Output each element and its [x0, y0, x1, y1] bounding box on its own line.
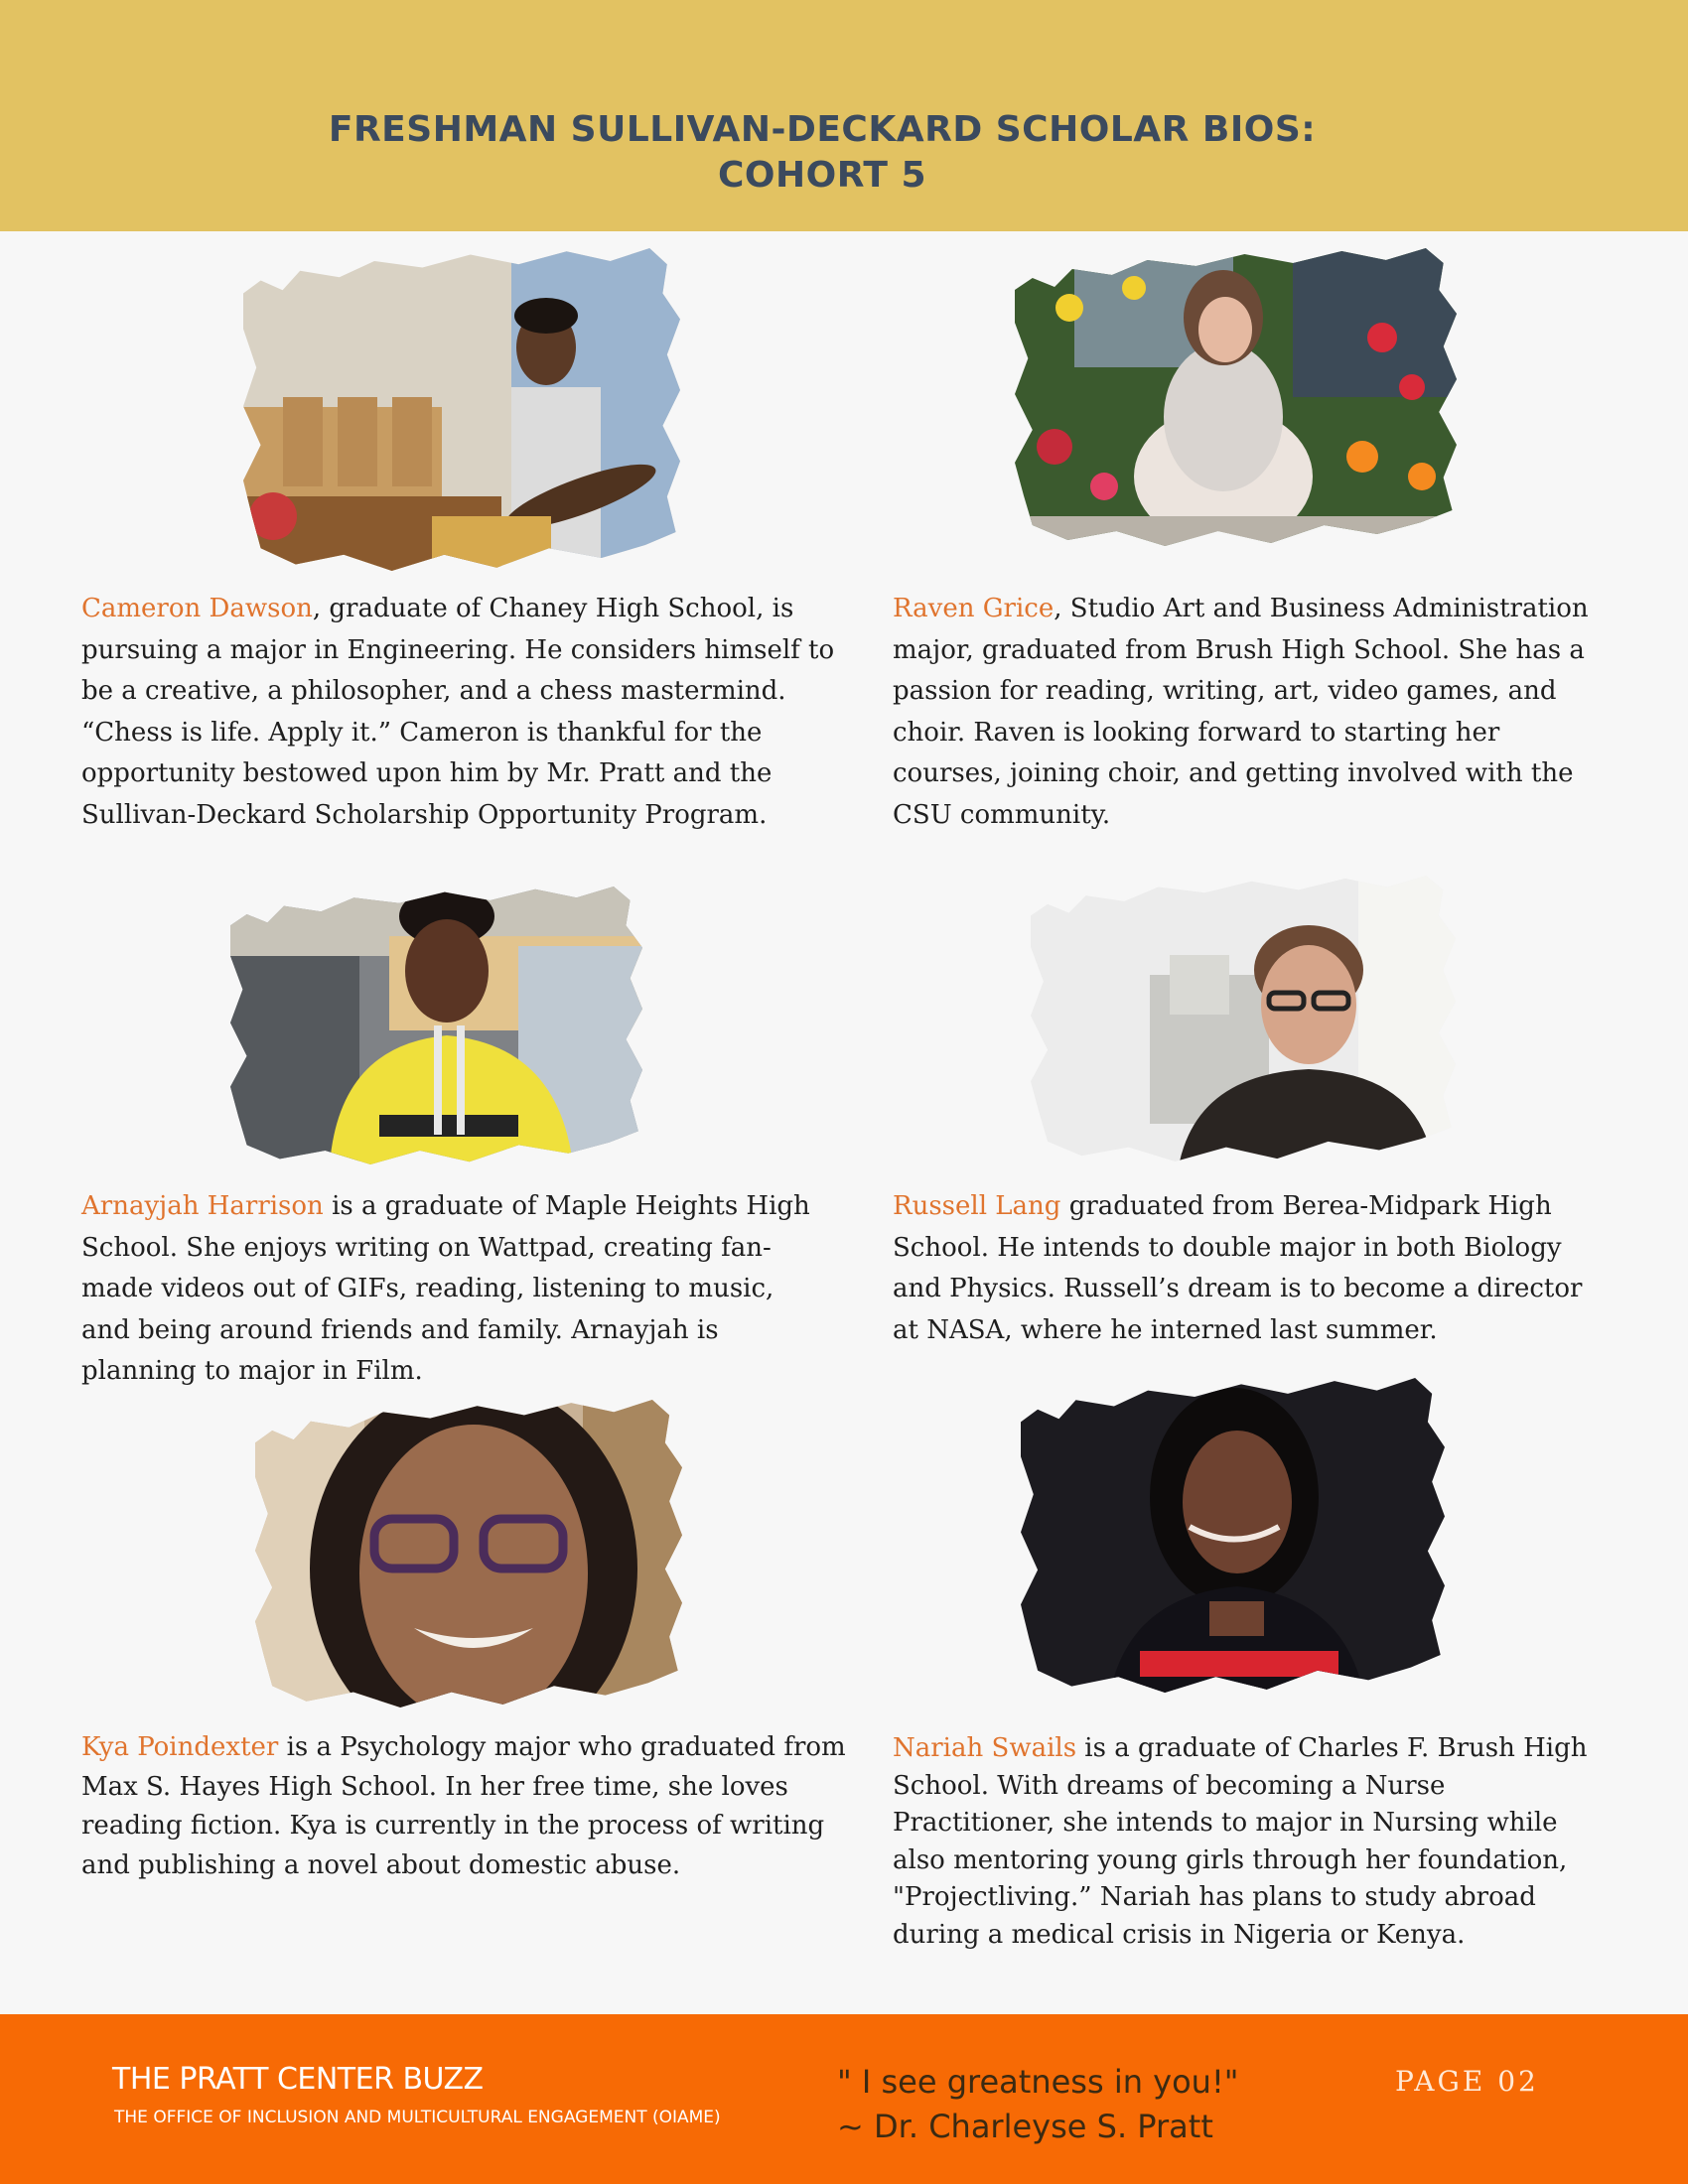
footer-quote — [837, 2060, 1239, 2149]
photo-raven-grice — [1015, 248, 1457, 546]
bio-cameron-dawson — [81, 589, 851, 836]
page-number: PAGE 02 — [1395, 2065, 1539, 2098]
bio-text-russell-lang: graduated from Berea-Midpark High School. He intends to double major in both Biology and Physics. Russell’s dream is to become a director at NASA, where he interned last summer. — [893, 1191, 1583, 1345]
bio-arnayjah-harrison — [81, 1186, 816, 1393]
bio-russell-lang — [893, 1186, 1610, 1351]
bio-raven-grice — [893, 589, 1610, 836]
photo-nariah-swails — [1021, 1378, 1445, 1693]
footer-office-name: THE OFFICE OF INCLUSION AND MULTICULTURAL ENGAGEMENT (OIAME) — [114, 2108, 721, 2127]
photo-kya-poindexter — [255, 1400, 682, 1707]
page-title — [0, 107, 1644, 199]
photo-russell-lang — [1031, 876, 1456, 1161]
bio-text-kya-poindexter: is a Psychology major who graduated from Max S. Hayes High School. In her free time, she loves reading fiction. Kya is currently in the process of writing and publishing a novel about domestic abuse. — [81, 1732, 846, 1880]
page-title-line-1: FRESHMAN SULLIVAN-DECKARD SCHOLAR BIOS: — [328, 109, 1317, 150]
photo-arnayjah-harrison — [230, 887, 642, 1164]
bio-text-cameron-dawson: , graduate of Chaney High School, is pursuing a major in Engineering. He considers himself to be a creative, a philosopher, and a chess mastermind. “Chess is life. Apply it.” Cameron is thankful for the opportunity bestowed upon him by Mr. Pratt and the Sullivan-Deckard Scholarship Opportunity Program. — [81, 594, 835, 830]
bio-nariah-swails — [893, 1730, 1610, 1954]
footer-quote-line-1: " I see greatness in you!" — [837, 2063, 1239, 2101]
bio-text-arnayjah-harrison: is a graduate of Maple Heights High School. She enjoys writing on Wattpad, creating fan-made videos out of GIFs, reading, listening to music, and being around friends and family. Arnayjah is planning to major in Film. — [81, 1191, 810, 1386]
photo-cameron-dawson — [243, 248, 680, 571]
bio-text-nariah-swails: is a graduate of Charles F. Brush High School. With dreams of becoming a Nurse Practitioner, she intends to major in Nursing while also mentoring young girls through her foundation, "Projectliving.” Nariah has plans to study abroad during a medical crisis in Nigeria or Kenya. — [893, 1733, 1588, 1950]
page-title-line-2: COHORT 5 — [718, 155, 926, 196]
footer-quote-attribution: ~ Dr. Charleyse S. Pratt — [837, 2108, 1213, 2145]
footer-brand: THE PRATT CENTER BUZZ — [112, 2062, 484, 2097]
bio-name-arnayjah-harrison: Arnayjah Harrison — [81, 1191, 324, 1221]
bio-text-raven-grice: , Studio Art and Business Administration major, graduated from Brush High School. She has a passion for reading, writing, art, video games, and choir. Raven is looking forward to starting her courses, joining choir, and getting involved with the CSU community. — [893, 594, 1589, 830]
bio-name-raven-grice: Raven Grice — [893, 594, 1055, 623]
bio-kya-poindexter — [81, 1728, 851, 1885]
bio-name-kya-poindexter: Kya Poindexter — [81, 1732, 279, 1762]
bio-name-nariah-swails: Nariah Swails — [893, 1733, 1077, 1763]
bio-name-russell-lang: Russell Lang — [893, 1191, 1061, 1221]
bio-name-cameron-dawson: Cameron Dawson — [81, 594, 313, 623]
